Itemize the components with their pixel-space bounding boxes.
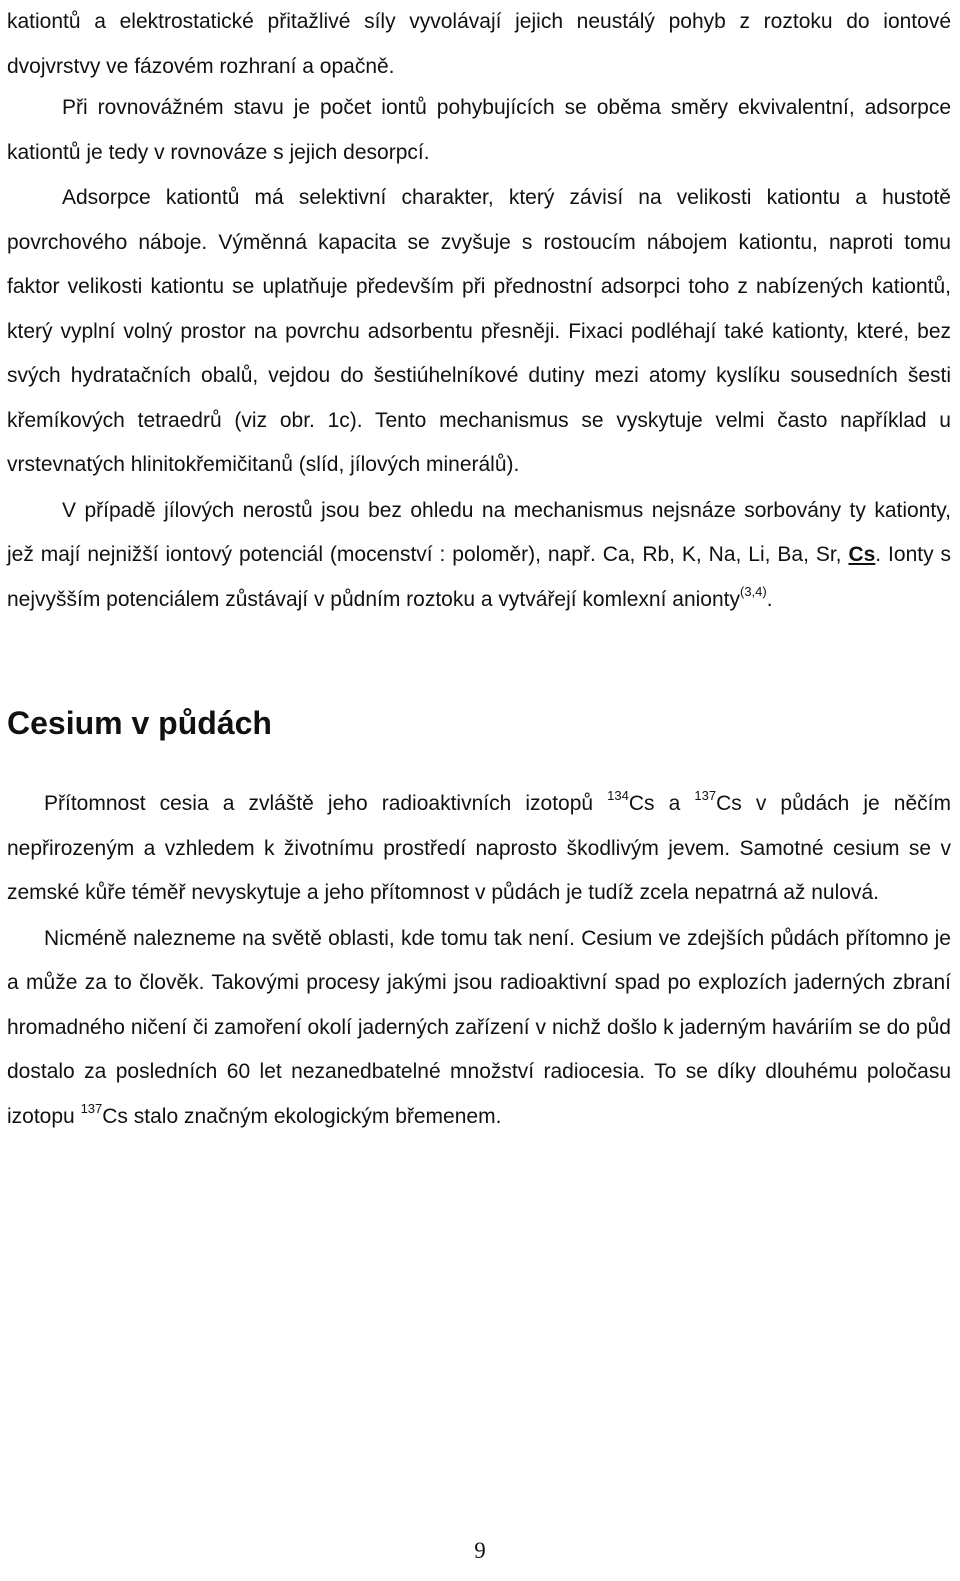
document-page <box>7 0 951 1139</box>
cesium-presence-paragraph <box>7 782 951 916</box>
clay-text-before: V případě jílových nerostů jsou bez ohledu na mechanismus nejsnáze sorbovány ty kationty, jež mají nejnižší iontový potenciál (mocenství : poloměr), např. Ca, Rb, K, Na, Li, Ba, Sr, <box>7 498 951 566</box>
cesium-highlight: Cs <box>848 543 876 566</box>
presence-text-part1: Přítomnost cesia a zvláště jeho radioaktivních izotopů <box>44 792 608 815</box>
section-heading: Cesium v půdách <box>7 705 272 741</box>
page-number: 9 <box>474 1538 486 1563</box>
radiocesium-paragraph <box>7 917 951 1140</box>
presence-text-link: Cs a <box>628 792 695 815</box>
isotope-mass-137-second: 137 <box>80 1100 103 1116</box>
citation-superscript: (3,4) <box>740 583 767 599</box>
isotope-mass-137: 137 <box>694 788 717 803</box>
equilibrium-paragraph: Při rovnovážném stavu je počet iontů pohybujících se oběma směry ekvivalentní, adsorpce kationtů je tedy v rovnováze s jejich desorpcí. <box>7 96 951 164</box>
clay-minerals-paragraph <box>7 489 951 623</box>
presence-text-part2: Cs v půdách je něčím nepřirozeným a vzhledem k životnímu prostředí naprosto škodlivým jevem. Samotné cesium se v zemské kůře téměř nevyskytuje a jeho přítomnost v půdách je tudíž zcela nepatrná až nulová. <box>7 792 951 904</box>
isotope-mass-134: 134 <box>607 788 629 803</box>
continuation-paragraph: kationtů a elektrostatické přitažlivé síly vyvolávají jejich neustálý pohyb z roztoku do iontové dvojvrstvy ve fázovém rozhraní a opačně. <box>7 10 951 78</box>
clay-text-end: . <box>766 587 773 611</box>
selective-adsorption-paragraph: Adsorpce kationtů má selektivní charakter, který závisí na velikosti kationtu a hustotě povrchového náboje. Výměnná kapacita se zvyšuje s rostoucím nábojem kationtu, naproti tomu faktor velikosti kationtu se uplatňuje především při přednostní adsorpci toho z nabízených kationtů, který vyplní volný prostor na povrchu adsorbentu přesněji. Fixaci podléhají také kationty, které, bez svých hydratačních obalů, vejdou do šestiúhelníkové dutiny mezi atomy kyslíku sousedních šesti křemíkových tetraedrů (viz obr. 1c). Tento mechanismus se vyskytuje velmi často například u vrstevnatých hlinitokřemičitanů (slíd, jílových minerálů). <box>7 186 951 476</box>
radiocesium-text-part1: Nicméně nalezneme na světě oblasti, kde tomu tak není. Cesium ve zdejších půdách přítomno je a může za to člověk. Takovými procesy jakými jsou radioaktivní spad po explozích jaderných zbraní hromadného ničení či zamoření okolí jaderných zařízení v nichž došlo k jaderným haváriím se do půd dostalo za posledních 60 let nezanedbatelné množství radiocesia. To se díky dlouhému poločasu izotopu <box>7 926 951 1128</box>
radiocesium-text-part2: Cs stalo značným ekologickým břemenem. <box>102 1104 502 1128</box>
clay-text-after: . Ionty s nejvyšším potenciálem zůstávají v půdním roztoku a vytvářejí komlexní anionty <box>7 543 952 611</box>
